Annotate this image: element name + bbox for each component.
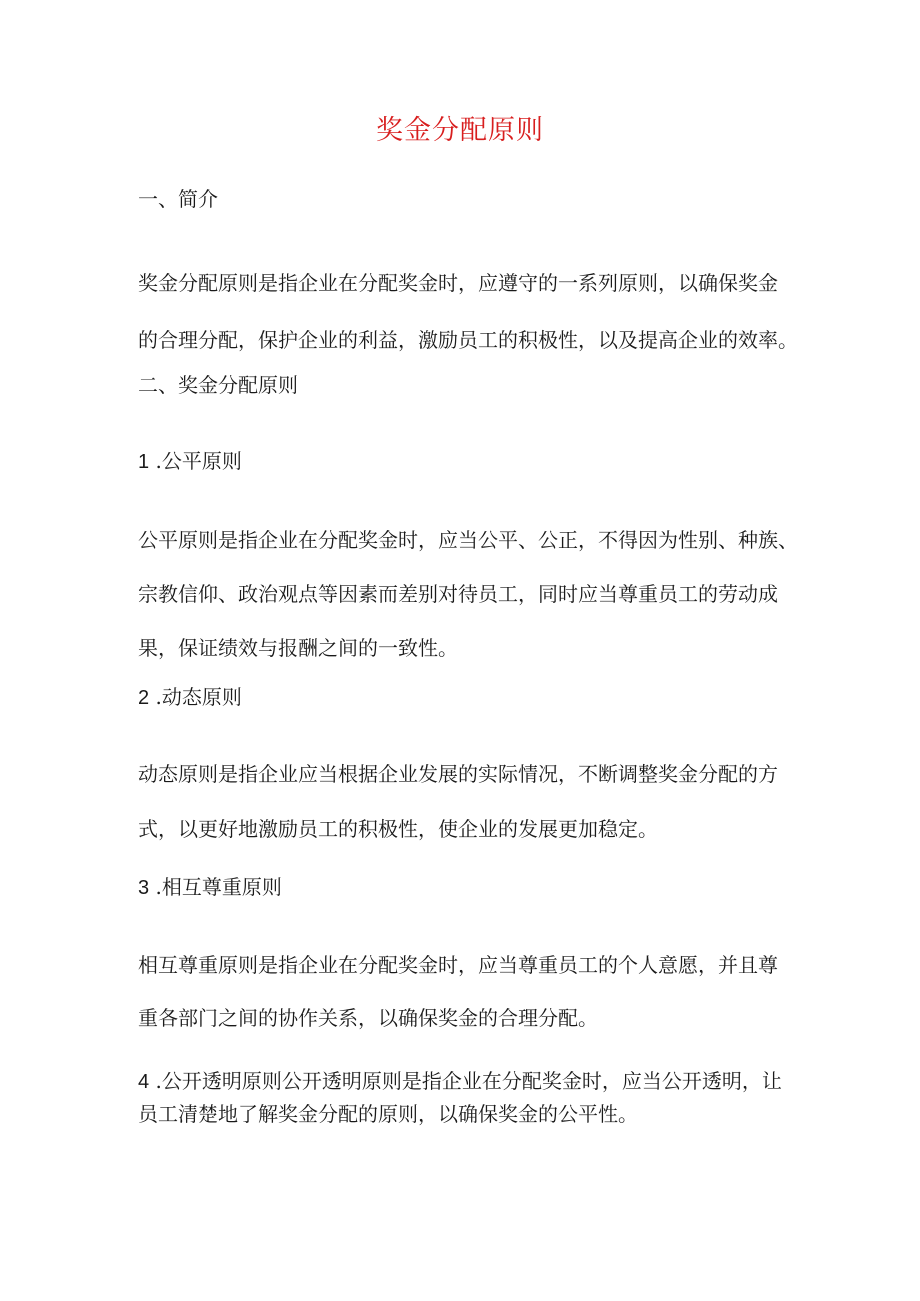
principle-4-number: 4 (138, 1071, 150, 1093)
principle-3-paragraph (138, 939, 798, 1045)
principle-4-text: .公开透明原则公开透明原则是指企业在分配奖金时，应当公开透明，让 (155, 1069, 782, 1093)
principle-2-paragraph (138, 747, 798, 857)
principle-1-line: 果，保证绩效与报酬之间的一致性。 (138, 636, 458, 660)
principle-3-heading (138, 875, 798, 900)
intro-paragraph (138, 255, 798, 369)
principle-4-line: 员工清楚地了解奖金分配的原则，以确保奖金的公平性。 (138, 1102, 638, 1126)
principle-1-paragraph (138, 513, 798, 675)
principle-4-paragraph (138, 1065, 798, 1130)
intro-heading: 一、简介 (138, 187, 218, 211)
principle-2-heading (138, 685, 798, 710)
intro-line: 奖金分配原则是指企业在分配奖金时，应遵守的一系列原则，以确保奖金 (138, 271, 778, 295)
principle-2-line: 式，以更好地激励员工的积极性，使企业的发展更加稳定。 (138, 817, 658, 841)
principles-heading: 二、奖金分配原则 (138, 373, 298, 397)
principle-4-line (138, 1065, 798, 1098)
document-title: 奖金分配原则 (376, 115, 544, 146)
principle-2-number: 2 (138, 687, 150, 709)
intro-line: 的合理分配，保护企业的利益，激励员工的积极性，以及提高企业的效率。 (138, 328, 798, 352)
principle-1-line: 公平原则是指企业在分配奖金时，应当公平、公正，不得因为性别、种族、 (138, 528, 798, 552)
principle-2-line: 动态原则是指企业应当根据企业发展的实际情况，不断调整奖金分配的方 (138, 762, 778, 786)
principle-1-title: .公平原则 (155, 449, 242, 473)
principle-3-number: 3 (138, 877, 150, 899)
principle-2-title: .动态原则 (155, 685, 242, 709)
principle-3-title: .相互尊重原则 (155, 875, 282, 899)
principle-1-line: 宗教信仰、政治观点等因素而差别对待员工，同时应当尊重员工的劳动成 (138, 582, 778, 606)
principle-3-line: 相互尊重原则是指企业在分配奖金时，应当尊重员工的个人意愿，并且尊 (138, 953, 778, 977)
principle-3-line: 重各部门之间的协作关系，以确保奖金的合理分配。 (138, 1006, 598, 1030)
principle-1-heading (138, 449, 798, 474)
principle-1-number: 1 (138, 451, 150, 473)
